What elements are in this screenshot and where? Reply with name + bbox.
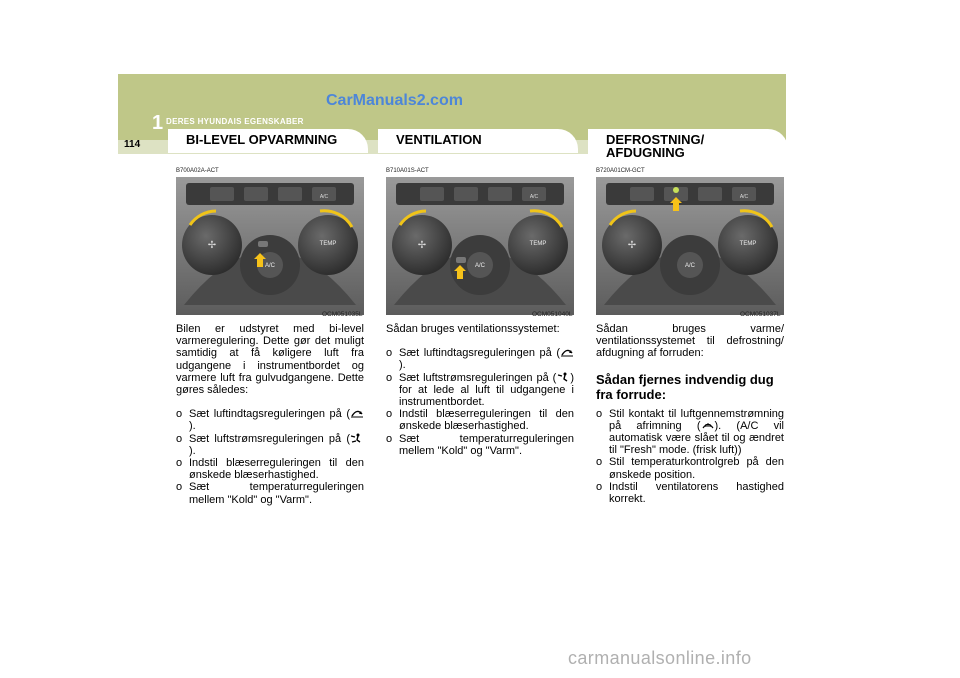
list-item: o Indstil blæserreguleringen til den ønskede blæserhastighed. xyxy=(386,408,574,433)
svg-text:✢: ✢ xyxy=(417,240,427,251)
section-body-ventilation xyxy=(386,323,574,457)
svg-text:A/C: A/C xyxy=(264,263,276,269)
list-item: o Sæt temperaturreguleringen mellem "Kold" og "Varm". xyxy=(386,432,574,457)
bilevel-mode-icon xyxy=(350,433,364,443)
svg-text:TEMP: TEMP xyxy=(319,241,337,247)
svg-text:A/C: A/C xyxy=(319,194,329,200)
ref-code: B700A02A-ACT xyxy=(176,168,219,174)
recirc-icon xyxy=(350,408,364,418)
svg-text:A/C: A/C xyxy=(474,263,486,269)
top-watermark[interactable]: CarManuals2.com xyxy=(326,92,463,109)
ref-code: B710A01S-ACT xyxy=(386,168,429,174)
intro-paragraph: Sådan bruges varme/ ventilationssystemet til defrostning/ afdugning af forruden: xyxy=(596,323,784,360)
chapter-title: DERES HYUNDAIS EGENSKABER xyxy=(166,117,304,126)
intro-paragraph: Sådan bruges ventilationssystemet: xyxy=(386,323,560,335)
list-item: o Indstil ventilatorens hastighed korrekt. xyxy=(596,480,784,506)
climate-panel-image xyxy=(176,177,364,315)
svg-text:✢: ✢ xyxy=(627,240,637,251)
list-item: o Indstil blæserreguleringen til den ønskede blæserhastighed. xyxy=(176,457,364,482)
image-code: OCM051037L xyxy=(740,311,781,318)
list-item: o Sæt luftindtagsreguleringen på (). xyxy=(176,408,364,432)
section-title: DEFROSTNING/ AFDUGNING xyxy=(606,132,705,160)
svg-text:TEMP: TEMP xyxy=(739,241,757,247)
page-number: 114 xyxy=(124,139,141,150)
climate-panel-image xyxy=(386,177,574,315)
section-tab-defrost xyxy=(588,129,788,163)
svg-text:A/C: A/C xyxy=(684,263,696,269)
svg-text:A/C: A/C xyxy=(739,194,749,200)
svg-text:TEMP: TEMP xyxy=(529,241,547,247)
list-item: o Stil temperaturkontrolgreb på den ønskede position. xyxy=(596,456,784,481)
ref-code: B720A01CM-GCT xyxy=(596,168,645,174)
svg-text:A/C: A/C xyxy=(529,194,539,200)
list-item: o Sæt luftstrømsreguleringen på ( ) for at lede al luft til udgangene i instrumentbordet. xyxy=(386,371,574,409)
image-code: OCM051040L xyxy=(532,311,573,318)
subheading: Sådan fjernes indvendig dug fra forrude: xyxy=(596,371,774,402)
section-tab-bilevel xyxy=(168,129,368,153)
section-body-defrost xyxy=(596,323,784,505)
list-item: o Stil kontakt til luftgennemstrømning på afrimning ( ). (A/C vil automatisk være slået til og ændret til "Fresh" mode. (frisk luft)) xyxy=(596,407,784,457)
face-mode-icon xyxy=(556,372,570,382)
section-tab-ventilation xyxy=(378,129,578,153)
list-item: o Sæt luftstrømsreguleringen på (). xyxy=(176,433,364,457)
footer-watermark[interactable]: carmanualsonline.info xyxy=(568,648,752,668)
svg-text:✢: ✢ xyxy=(207,240,217,251)
section-body-bilevel xyxy=(176,323,364,506)
defrost-icon xyxy=(701,420,715,430)
list-item: o Sæt luftindtagsreguleringen på (). xyxy=(386,347,574,371)
recirc-icon xyxy=(560,347,574,357)
climate-panel-image xyxy=(596,177,784,315)
section-title: BI-LEVEL OPVARMNING xyxy=(186,132,338,147)
chapter-number: 1 xyxy=(152,112,164,134)
intro-paragraph: Bilen er udstyret med bi-level varmeregulering. Dette gør det muligt samtidig at få køligere luft fra udgangene i instrumentbordet og varmere luft fra gulvudgangene. Dette gøres således: xyxy=(176,323,364,397)
list-item: o Sæt temperaturreguleringen mellem "Kold" og "Varm". xyxy=(176,481,364,506)
section-title: VENTILATION xyxy=(396,132,482,147)
image-code: OCM051035L xyxy=(322,311,363,318)
